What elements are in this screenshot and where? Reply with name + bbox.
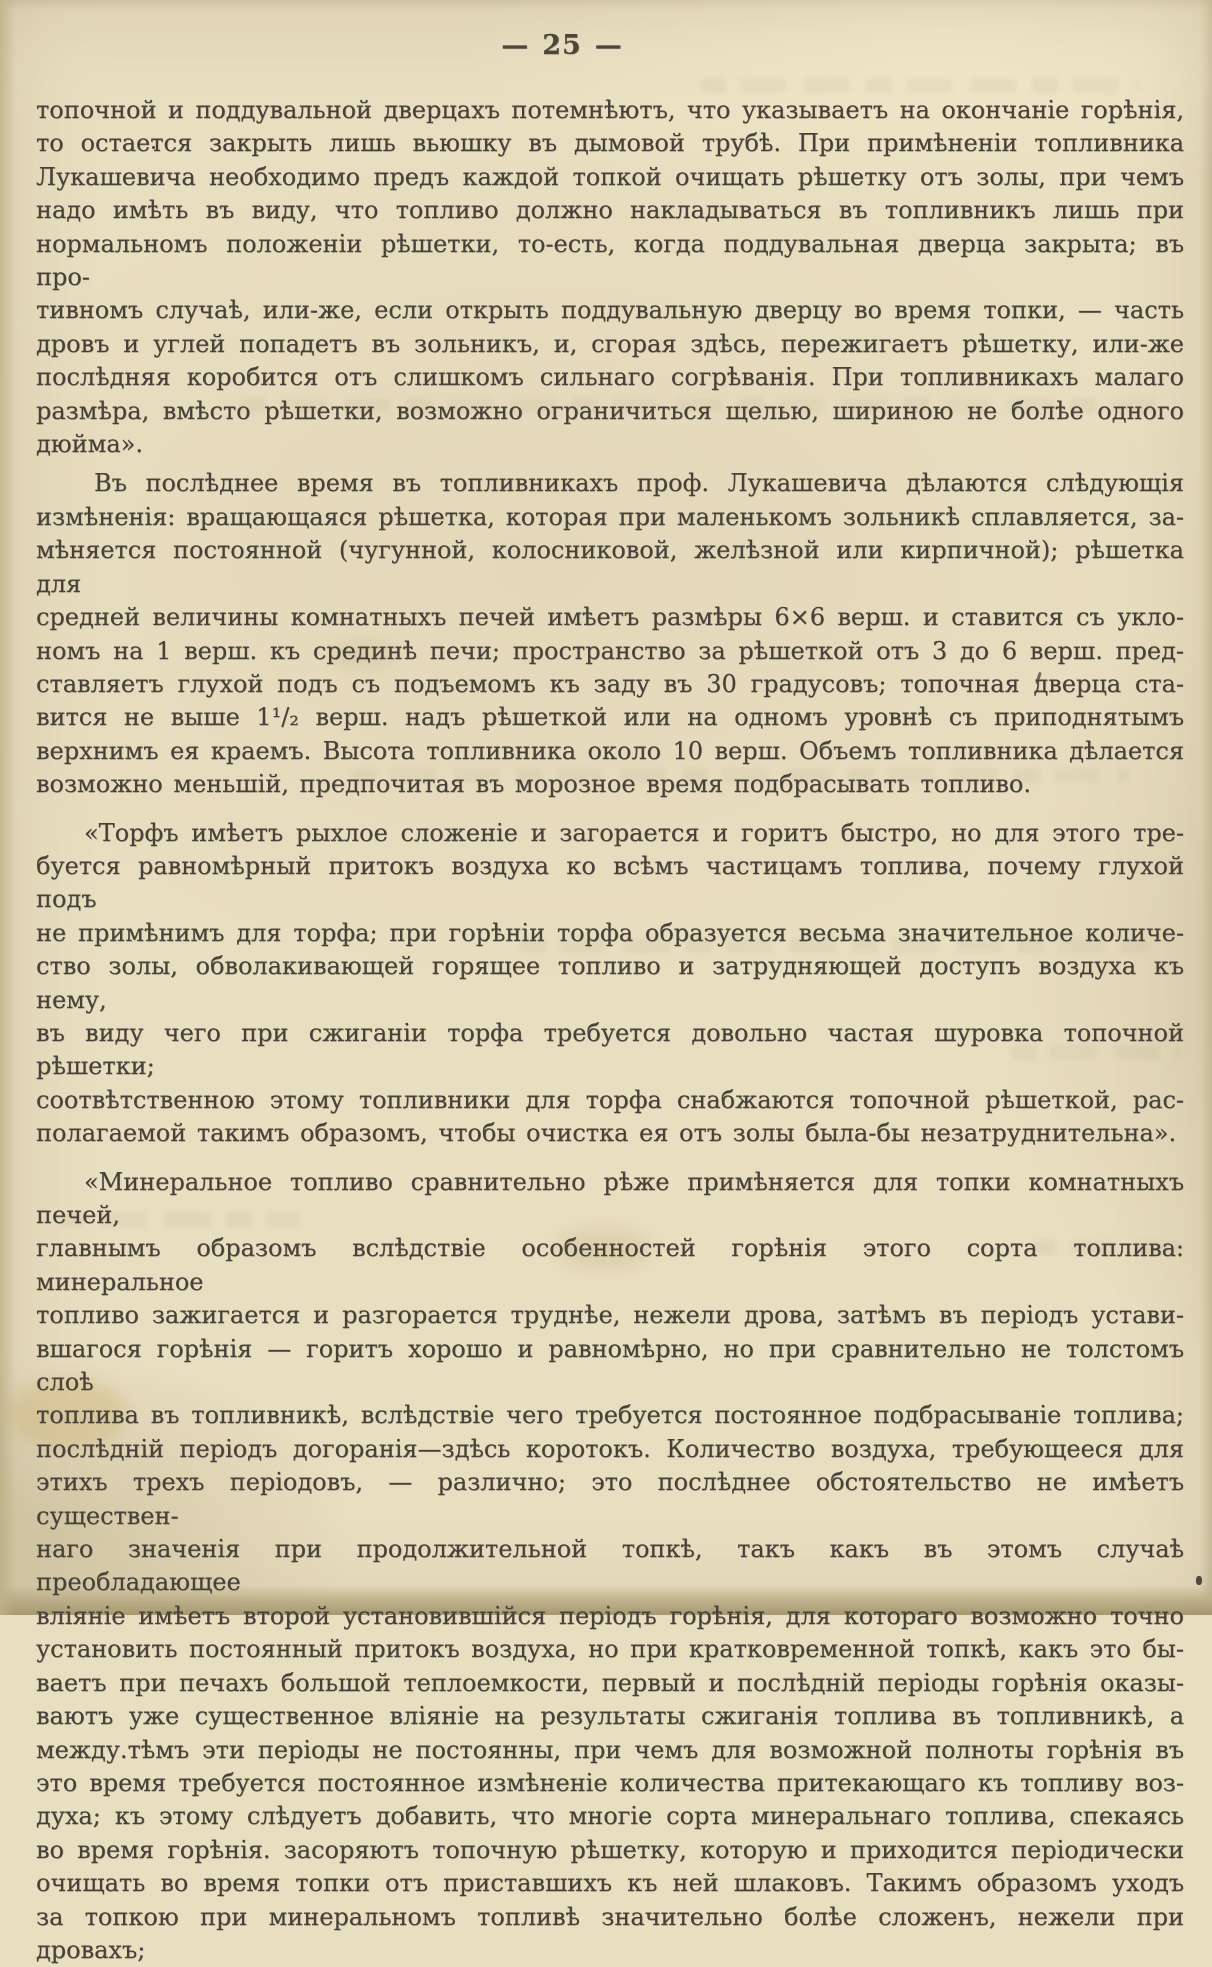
text-line: верхнимъ ея краемъ. Высота топливника около 10 верш. Объемъ топливника дѣлается [36, 736, 1184, 765]
text-line: Лукашевича необходимо предъ каждой топкой очищать рѣшетку отъ золы, при чемъ [36, 162, 1184, 191]
text-line: во время горѣнія. засоряютъ топочную рѣшетку, которую и приходится періодически [36, 1835, 1184, 1864]
text-line: то остается закрыть лишь вьюшку въ дымовой трубѣ. При примѣненіи топливника [36, 129, 1184, 158]
text-line: тивномъ случаѣ, или-же, если открыть поддувальную дверцу во время топки, — часть [36, 296, 1184, 325]
text-line: надо имѣть въ виду, что топливо должно накладываться въ топливникъ лишь при [36, 196, 1184, 225]
text-line: Въ послѣднее время въ топливникахъ проф. Лукашевича дѣлаются слѣдующія [94, 469, 1184, 498]
paragraph [36, 467, 1184, 801]
header-dash-left: — [501, 30, 530, 61]
text-line: установить постоянный притокъ воздуха, но при кратковременной топкѣ, какъ это бы- [36, 1635, 1184, 1664]
text-line: нормальномъ положеніи рѣшетки, то-есть, когда поддувальная дверца закрыта; въ про- [36, 229, 1184, 292]
text-line: «Торфъ имѣетъ рыхлое сложеніе и загорается и горитъ быстро, но для этого тре- [84, 818, 1184, 847]
page-number: 25 [542, 30, 582, 61]
text-line: «Минеральное топливо сравнительно рѣже примѣняется для топки комнатныхъ печей, [36, 1167, 1184, 1229]
text-line: размѣра, вмѣсто рѣшетки, возможно ограничиться щелью, шириною не болѣе одного [36, 396, 1184, 425]
page-header [0, 30, 1124, 61]
paragraph [36, 817, 1184, 1151]
page-text [36, 94, 1184, 1967]
paragraph [36, 94, 1184, 461]
text-line: мѣняется постоянной (чугунной, колосниковой, желѣзной или кирпичной); рѣшетка для [36, 536, 1184, 598]
text-line: номъ на 1 верш. къ срединѣ печи; пространство за рѣшеткой отъ 3 до 6 верш. пред- [36, 636, 1184, 665]
text-line: ваютъ уже существенное вліяніе на результаты сжиганія топлива въ топливникѣ, а [36, 1702, 1184, 1731]
text-line: вшагося горѣнія — горитъ хорошо и равномѣрно, но при сравнительно не толстомъ слоѣ [36, 1334, 1184, 1397]
text-line: послѣдній періодъ догоранія—здѣсь коротокъ. Количество воздуха, требующееся для [36, 1434, 1184, 1463]
text-line: вліяніе имѣетъ второй установившійся періодъ горѣнія, для котораго возможно точно [36, 1601, 1184, 1630]
text-line: измѣненія: вращающаяся рѣшетка, которая при маленькомъ зольникѣ сплавляется, за- [36, 502, 1184, 531]
text-line: это время требуется постоянное измѣненіе количества притекающаго къ топливу воз- [36, 1768, 1184, 1797]
text-line: въ виду чего при сжиганіи торфа требуется довольно частая шуровка топочной рѣшетки; [36, 1018, 1184, 1081]
text-line: между.тѣмъ эти періоды не постоянны, при чемъ для возможной полноты горѣнія въ [36, 1735, 1184, 1764]
text-line: очищать во время топки отъ приставшихъ къ ней шлаковъ. Такимъ образомъ уходъ [36, 1869, 1184, 1898]
text-line: средней величины комнатныхъ печей имѣетъ размѣры 6×6 верш. и ставится съ укло- [36, 603, 1184, 632]
text-line: полагаемой такимъ образомъ, чтобы очистка ея отъ золы была-бы незатруднительна». [36, 1119, 1177, 1148]
text-line: этихъ трехъ періодовъ, — различно; это послѣднее обстоятельство не имѣетъ существен- [36, 1468, 1184, 1530]
ghost-text-showthrough [700, 78, 1140, 93]
text-line: послѣдняя коробится отъ слишкомъ сильнаго согрѣванія. При топливникахъ малаго [36, 363, 1184, 392]
text-line: не примѣнимъ для торфа; при горѣніи торфа образуется весьма значительное количе- [36, 918, 1184, 947]
text-line: соотвѣтственною этому топливники для торфа снабжаются топочной рѣшеткой, рас- [36, 1085, 1184, 1114]
text-line: дровъ и углей попадетъ въ зольникъ, и, сгорая здѣсь, пережигаетъ рѣшетку, или-же [36, 329, 1184, 358]
header-dash-right: — [594, 30, 623, 61]
text-line: топлива въ топливникѣ, вслѣдствіе чего требуется постоянное подбрасываніе топлива; [36, 1401, 1184, 1430]
paragraph [36, 1166, 1184, 1967]
text-line: ставляетъ глухой подъ съ подъемомъ къ заду въ 30 градусовъ; топочная дверца ста- [36, 669, 1184, 698]
text-line: буется равномѣрный притокъ воздуха ко всѣмъ частицамъ топлива, почему глухой подъ [36, 851, 1184, 914]
text-line: топливо зажигается и разгорается труднѣе, нежели дрова, затѣмъ въ періодъ устави- [36, 1301, 1184, 1330]
text-line: ство золы, обволакивающей горящее топливо и затрудняющей доступъ воздуха къ нему, [36, 952, 1184, 1014]
text-line: топочной и поддувальной дверцахъ потемнѣютъ, что указываетъ на окончаніе горѣнія, [36, 96, 1184, 124]
text-line: возможно меньшій, предпочитая въ морозное время подбрасывать топливо. [36, 770, 1031, 799]
text-line: дюйма». [36, 430, 143, 459]
text-line: вится не выше 1¹/₂ верш. надъ рѣшеткой или на одномъ уровнѣ съ приподнятымъ [36, 703, 1184, 732]
text-line: духа; къ этому слѣдуетъ добавить, что многіе сорта минеральнаго топлива, спекаясь [36, 1802, 1184, 1831]
text-line: за топкою при минеральномъ топливѣ значительно болѣе сложенъ, нежели при дровахъ; [36, 1902, 1184, 1964]
text-line: главнымъ образомъ вслѣдствіе особенностей горѣнія этого сорта топлива: минеральное [36, 1234, 1184, 1296]
text-line: наго значенія при продолжительной топкѣ, такъ какъ въ этомъ случаѣ преобладающее [36, 1535, 1184, 1597]
text-line: ваетъ при печахъ большой теплоемкости, первый и послѣдній періоды горѣнія оказы- [36, 1668, 1184, 1697]
ink-speck [1196, 1576, 1202, 1585]
